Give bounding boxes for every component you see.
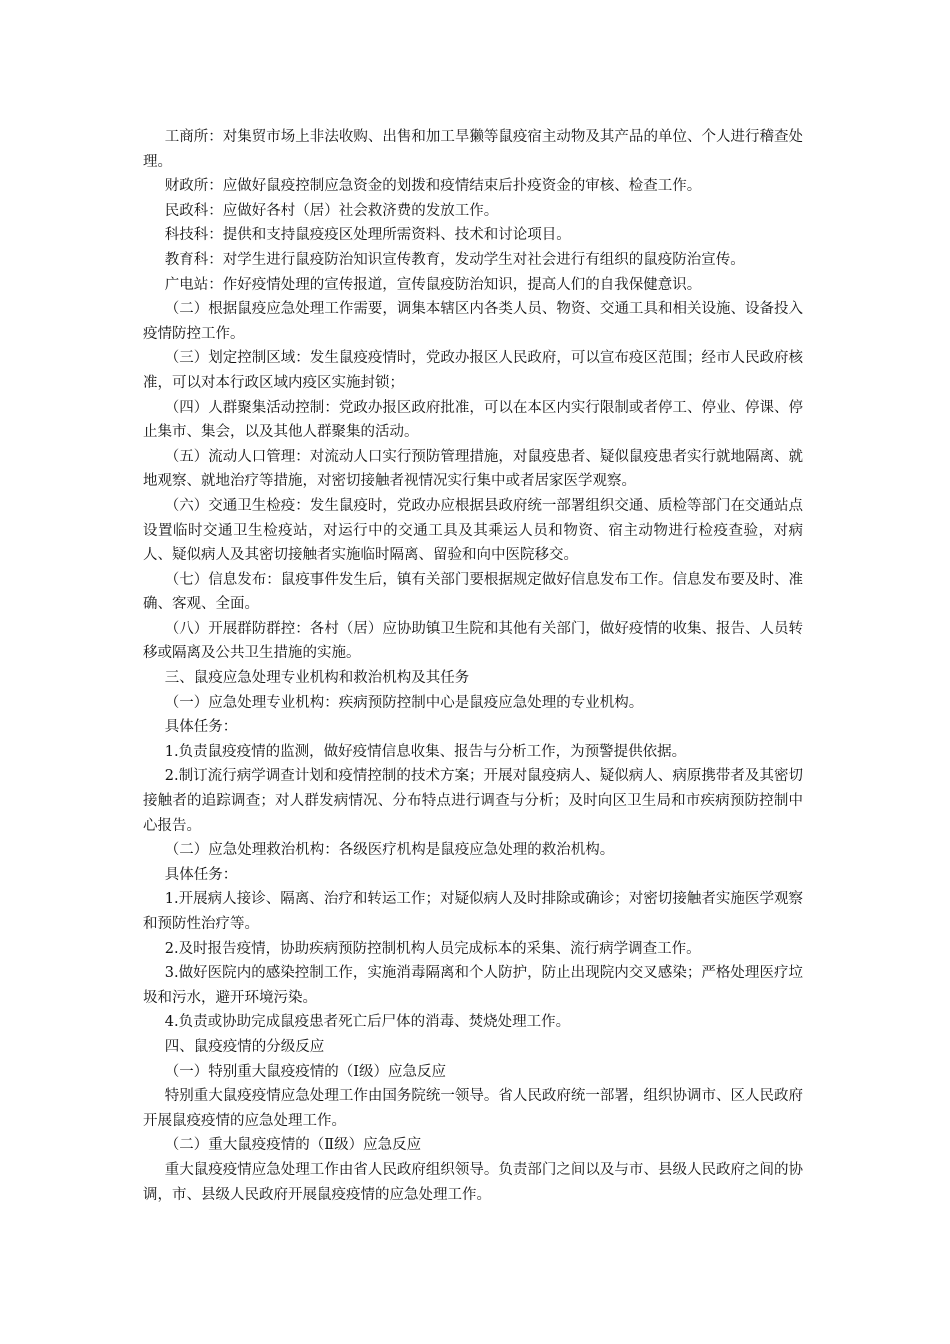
paragraph: 四、鼠疫疫情的分级反应 xyxy=(164,1038,325,1055)
paragraph: （五）流动人口管理：对流动人口实行预防管理措施，对鼠疫患者、疑似鼠疫患者实行就地隔离、就地观察、就地治疗等措施，对密切接触者视情况实行集中或者居家医学观察。 xyxy=(143,448,803,490)
paragraph: 财政所：应做好鼠疫控制应急资金的划拨和疫情结束后扑疫资金的审核、检查工作。 xyxy=(164,178,702,195)
paragraph: 3.做好医院内的感染控制工作，实施消毒隔离和个人防护，防止出现院内交叉感染；严格处理医疗垃圾和污水，避开环境污染。 xyxy=(143,965,803,1006)
paragraph: 特别重大鼠疫疫情应急处理工作由国务院统一领导。省人民政府统一部署，组织协调市、区人民政府开展鼠疫疫情的应急处理工作。 xyxy=(143,1088,803,1129)
paragraph: （一）应急处理专业机构：疾病预防控制中心是鼠疫应急处理的专业机构。 xyxy=(164,694,644,711)
paragraph: 1.开展病人接诊、隔离、治疗和转运工作；对疑似病人及时排除或确诊；对密切接触者实施医学观察和预防性治疗等。 xyxy=(143,891,803,932)
paragraph: （四）人群聚集活动控制：党政办报区政府批准，可以在本区内实行限制或者停工、停业、停课、停止集市、集会，以及其他人群聚集的活动。 xyxy=(143,399,803,441)
paragraph: 重大鼠疫疫情应急处理工作由省人民政府组织领导。负责部门之间以及与市、县级人民政府之间的协调，市、县级人民政府开展鼠疫疫情的应急处理工作。 xyxy=(143,1161,803,1203)
paragraph: 1.负责鼠疫疫情的监测，做好疫情信息收集、报告与分析工作，为预警提供依据。 xyxy=(164,743,687,760)
paragraph: 4.负责或协助完成鼠疫患者死亡后尸体的消毒、焚烧处理工作。 xyxy=(164,1014,571,1031)
paragraph: 2.制订流行病学调查计划和疫情控制的技术方案；开展对鼠疫病人、疑似病人、病原携带者及其密切接触者的追踪调查；对人群发病情况、分布特点进行调查与分析；及时向区卫生局和市疾病预防控制中心报告。 xyxy=(143,768,803,834)
paragraph: 具体任务： xyxy=(164,719,238,736)
paragraph: 具体任务： xyxy=(164,866,238,883)
paragraph: （二）根据鼠疫应急处理工作需要，调集本辖区内各类人员、物资、交通工具和相关设施、设备投入疫情防控工作。 xyxy=(143,301,803,342)
paragraph: （七）信息发布：鼠疫事件发生后，镇有关部门要根据规定做好信息发布工作。信息发布要及时、准确、客观、全面。 xyxy=(143,571,803,613)
paragraph: （八）开展群防群控：各村（居）应协助镇卫生院和其他有关部门，做好疫情的收集、报告、人员转移或隔离及公共卫生措施的实施。 xyxy=(143,620,803,662)
document-body xyxy=(143,125,803,1207)
paragraph: 工商所：对集贸市场上非法收购、出售和加工旱獭等鼠疫宿主动物及其产品的单位、个人进行稽查处理。 xyxy=(143,129,803,170)
paragraph: 教育科：对学生进行鼠疫防治知识宣传教育，发动学生对社会进行有组织的鼠疫防治宣传。 xyxy=(164,251,745,268)
paragraph: 科技科：提供和支持鼠疫疫区处理所需资料、技术和讨论项目。 xyxy=(164,227,571,244)
paragraph: 民政科：应做好各村（居）社会救济费的发放工作。 xyxy=(164,202,499,219)
paragraph: 广电站：作好疫情处理的宣传报道，宣传鼠疫防治知识，提高人们的自我保健意识。 xyxy=(164,276,702,293)
paragraph: （六）交通卫生检疫：发生鼠疫时，党政办应根据县政府统一部署组织交通、质检等部门在交通站点设置临时交通卫生检疫站，对运行中的交通工具及其乘运人员和物资、宿主动物进行检疫查验，对病人、疑似病人及其密切接触者实施临时隔离、留验和向中医院移交。 xyxy=(143,497,803,564)
paragraph: （二）应急处理救治机构：各级医疗机构是鼠疫应急处理的救治机构。 xyxy=(164,842,615,859)
paragraph: （三）划定控制区域：发生鼠疫疫情时，党政办报区人民政府，可以宣布疫区范围；经市人民政府核准，可以对本行政区域内疫区实施封锁； xyxy=(143,350,803,391)
paragraph: 2.及时报告疫情，协助疾病预防控制机构人员完成标本的采集、流行病学调查工作。 xyxy=(164,940,701,957)
paragraph: （二）重大鼠疫疫情的（Ⅱ级）应急反应 xyxy=(164,1137,422,1154)
paragraph: （一）特别重大鼠疫疫情的（Ⅰ级）应急反应 xyxy=(164,1063,446,1080)
paragraph: 三、鼠疫应急处理专业机构和救治机构及其任务 xyxy=(164,670,470,687)
